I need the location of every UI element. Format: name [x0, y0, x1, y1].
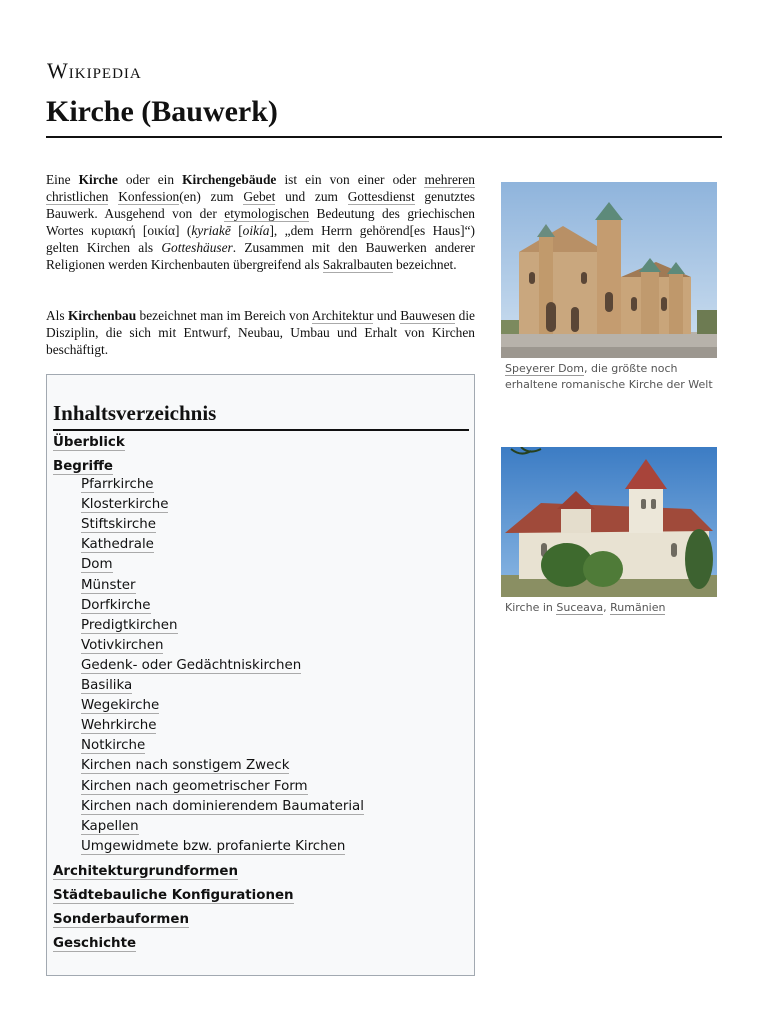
toc-item[interactable]	[53, 864, 238, 879]
text-run: Kirche in	[505, 601, 557, 614]
toc-item[interactable]	[53, 936, 136, 951]
text-run	[108, 189, 118, 204]
toc-item-label: Wegekirche	[81, 698, 160, 714]
toc-item[interactable]	[81, 517, 156, 532]
text-run: Eine	[46, 172, 79, 187]
toc-item[interactable]	[81, 638, 163, 653]
toc-item-label: Pfarrkirche	[81, 477, 154, 492]
text-run: (en) zum	[179, 189, 244, 204]
toc-item-label: Wehrkirche	[81, 718, 157, 734]
inline-link[interactable]: Suceava	[556, 601, 604, 614]
toc-item[interactable]	[81, 839, 345, 854]
toc-item[interactable]	[53, 435, 125, 450]
toc-item[interactable]	[53, 912, 189, 927]
toc-item-label: Überblick	[53, 435, 125, 450]
bold-term: Kirchengebäude	[182, 172, 277, 187]
italic-term: oikía	[242, 223, 270, 238]
text-run: ], „dem Herrn gehörend[es Haus]“) gelten Kirchen als	[46, 223, 475, 255]
text-run: bezeichnet.	[392, 257, 457, 272]
table-of-contents	[46, 374, 475, 976]
toc-item[interactable]	[81, 799, 364, 814]
toc-item[interactable]	[81, 658, 301, 673]
text-run: [	[230, 223, 243, 238]
italic-term: kyriakē	[191, 223, 231, 238]
figure-suceava-church	[501, 447, 717, 616]
toc-item[interactable]	[81, 578, 136, 593]
toc-item-label: Begriffe	[53, 459, 113, 474]
speyer-cathedral-image[interactable]	[501, 182, 717, 358]
suceava-church-image[interactable]	[501, 447, 717, 597]
bold-term: Kirchenbau	[67, 308, 137, 323]
text-run: oder ein	[117, 172, 183, 187]
text-run: die Disziplin, die sich mit Entwurf, Neubau, Umbau und Erhalt von Kirchen beschäftigt.	[46, 308, 475, 357]
toc-item-label: Umgewidmete bzw. profanierte Kirchen	[81, 838, 346, 854]
inline-link[interactable]: etymologischen	[224, 206, 310, 221]
inline-link[interactable]: Speyerer Dom	[505, 362, 584, 375]
toc-item-label: Kapellen	[81, 818, 139, 834]
toc-item[interactable]	[53, 459, 113, 474]
inline-link[interactable]: Gebet	[243, 189, 276, 204]
text-run: bezeichnet man im Bereich von	[136, 308, 312, 323]
text-run: Bedeutung des griechischen Wortes κυριακή [οικία] (	[46, 206, 475, 238]
toc-item-label: Votivkirchen	[81, 637, 164, 653]
toc-item-label: Stiftskirche	[81, 517, 156, 533]
text-run: genutztes Bauwerk. Ausgehend von der	[46, 189, 475, 221]
toc-item-label: Sonderbauformen	[53, 911, 189, 927]
toc-item[interactable]	[81, 738, 145, 753]
intro-paragraph-2	[46, 307, 475, 358]
toc-item-label: Dom	[81, 557, 113, 573]
figure-caption	[501, 361, 717, 393]
inline-link[interactable]: Konfession	[118, 189, 180, 204]
toc-item[interactable]	[53, 888, 294, 903]
toc-item-label: Geschichte	[53, 935, 137, 951]
figure-speyer-cathedral	[501, 182, 717, 393]
toc-item-label: Münster	[81, 577, 136, 593]
inline-link[interactable]: Sakralbauten	[322, 257, 393, 272]
italic-term: Gotteshäuser	[161, 240, 233, 255]
page-title: Kirche (Bauwerk)	[46, 95, 278, 128]
inline-link[interactable]: Bauwesen	[400, 308, 456, 323]
bold-term: Kirche	[78, 172, 118, 187]
inline-link[interactable]: Rumänien	[610, 601, 666, 614]
toc-item[interactable]	[81, 819, 139, 834]
toc-item-label: Basilika	[81, 678, 133, 693]
inline-link[interactable]: Architektur	[311, 308, 374, 323]
toc-item[interactable]	[81, 678, 132, 693]
intro-paragraph-1	[46, 171, 475, 273]
toc-item-label: Kirchen nach dominierendem Baumaterial	[81, 798, 364, 814]
inline-link[interactable]: christlichen	[46, 189, 109, 204]
toc-item-label: Predigtkirchen	[81, 617, 178, 633]
toc-item-label: Kathedrale	[81, 537, 154, 553]
wikipedia-wordmark[interactable]: Wikipedia	[47, 58, 142, 83]
toc-item[interactable]	[81, 598, 151, 613]
toc-item[interactable]	[81, 618, 178, 633]
text-run: und zum	[275, 189, 348, 204]
toc-item-label: Architekturgrundformen	[53, 863, 238, 879]
toc-item-label: Städtebauliche Konfigurationen	[53, 887, 294, 903]
toc-item[interactable]	[81, 477, 154, 492]
toc-item-label: Klosterkirche	[81, 497, 169, 513]
toc-item[interactable]	[81, 779, 308, 794]
text-run: . Zusammen mit den Bauwerken anderer Religionen werden Kirchenbauten übergreifend als	[46, 240, 475, 272]
toc-item-label: Kirchen nach geometrischer Form	[81, 778, 308, 794]
toc-item-label: Gedenk- oder Gedächtniskirchen	[81, 657, 302, 673]
toc-item-label: Kirchen nach sonstigem Zweck	[81, 758, 290, 774]
text-run: ist ein von einer oder	[276, 172, 425, 187]
toc-item[interactable]	[81, 758, 289, 773]
title-divider	[46, 136, 722, 138]
inline-link[interactable]: Gottesdienst	[347, 189, 415, 204]
toc-item-label: Notkirche	[81, 738, 146, 754]
text-run: Als	[46, 308, 68, 323]
text-run: und	[373, 308, 401, 323]
toc-item[interactable]	[81, 718, 156, 733]
toc-item[interactable]	[81, 698, 159, 713]
toc-item[interactable]	[81, 497, 168, 512]
toc-item[interactable]	[81, 537, 154, 552]
toc-title: Inhaltsverzeichnis	[53, 401, 469, 431]
text-run: ,	[603, 601, 611, 614]
text-run: , die größte noch erhaltene romanische Kirche der Welt	[505, 362, 713, 391]
toc-item[interactable]	[81, 557, 113, 572]
toc-item-label: Dorfkirche	[81, 597, 151, 613]
figure-caption	[501, 600, 717, 616]
inline-link[interactable]: mehreren	[424, 172, 475, 187]
